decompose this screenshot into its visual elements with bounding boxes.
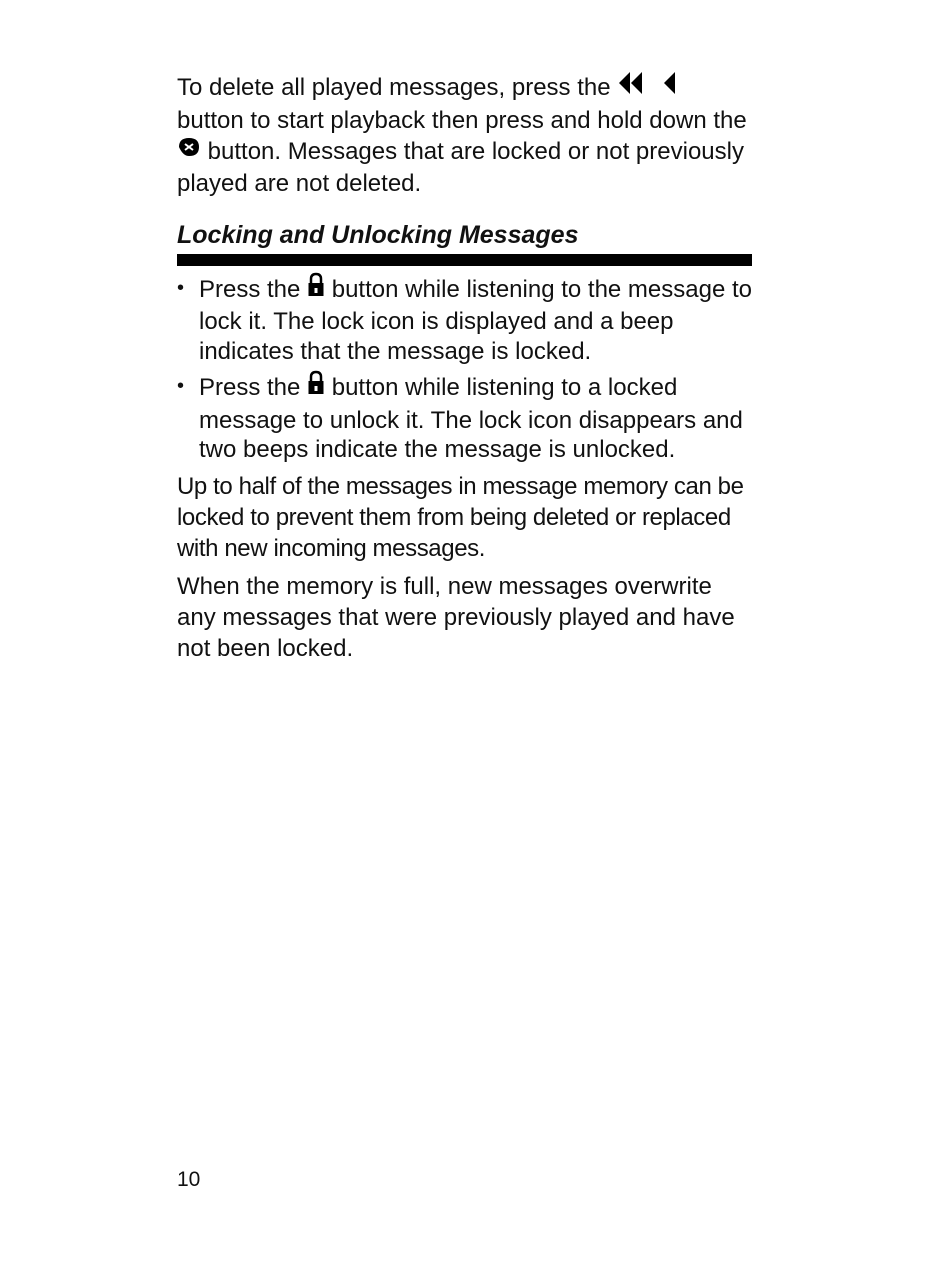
bullet-mark: • <box>177 276 185 299</box>
delete-icon <box>177 135 201 166</box>
rewind-icon <box>617 71 679 103</box>
lock-icon <box>307 272 325 306</box>
heading-rule <box>177 254 752 266</box>
page-number: 10 <box>177 1168 201 1191</box>
bullet-item-lock <box>177 274 757 367</box>
lock-icon <box>307 370 325 404</box>
intro-text-middle: button to start playback then press and hold down the <box>177 106 747 134</box>
bullet-list <box>177 274 757 465</box>
section-heading: Locking and Unlocking Messages <box>177 220 579 249</box>
bullet-item-unlock <box>177 372 757 465</box>
page-content <box>177 72 757 664</box>
bullet-text-end: button while listening to the message to lock it. The lock icon is displayed and a beep indicates that the message is locked. <box>199 275 752 365</box>
body-paragraph-memory-full: When the memory is full, new messages overwrite any messages that were previously played and have not been locked. <box>177 572 735 662</box>
intro-text-start: To delete all played messages, press the <box>177 74 611 101</box>
bullet-text-start: Press the <box>199 275 301 303</box>
bullet-text-start: Press the <box>199 374 301 402</box>
intro-paragraph <box>177 72 757 199</box>
bullet-mark: • <box>177 375 185 398</box>
intro-text-end: button. Messages that are locked or not previously played are not deleted. <box>177 137 744 197</box>
bullet-text-end: button while listening to a locked message to unlock it. The lock icon disappears and two beeps indicate the message is unlocked. <box>199 374 743 464</box>
body-paragraph-locking-limit: Up to half of the messages in message memory can be locked to prevent them from being deleted or replaced with new incoming messages. <box>177 472 744 562</box>
